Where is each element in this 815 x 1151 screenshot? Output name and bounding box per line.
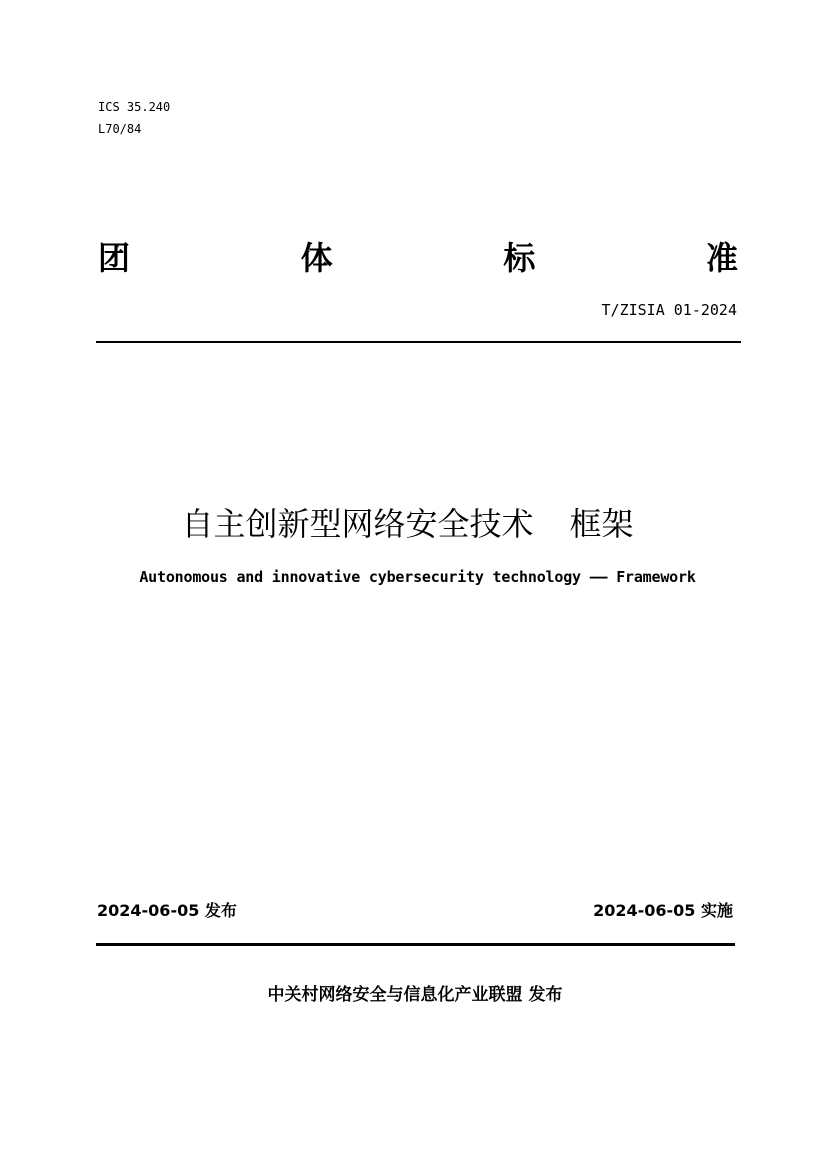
standard-number: T/ZISIA 01-2024 — [601, 301, 737, 319]
ics-code: ICS 35.240 — [98, 100, 171, 114]
issue-date: 2024-06-05 发布 — [97, 901, 237, 920]
top-divider — [96, 341, 741, 343]
document-title-en: Autonomous and innovative cybersecurity technology —— Framework — [139, 568, 696, 586]
publisher: 中关村网络安全与信息化产业联盟 发布 — [267, 985, 563, 1005]
bottom-divider — [96, 943, 735, 946]
standard-type-char: 团 — [98, 239, 131, 277]
document-title-cn — [0, 502, 815, 546]
classification-code: L70/84 — [98, 122, 142, 136]
standard-type-heading — [98, 238, 738, 278]
standard-type-char: 准 — [705, 239, 738, 277]
title-main: 自主创新型网络安全技术 — [181, 505, 534, 543]
title-sub: 框架 — [569, 505, 634, 543]
standard-type-char: 体 — [300, 239, 333, 277]
implementation-date: 2024-06-05 实施 — [593, 901, 733, 920]
standard-type-char: 标 — [503, 239, 536, 277]
